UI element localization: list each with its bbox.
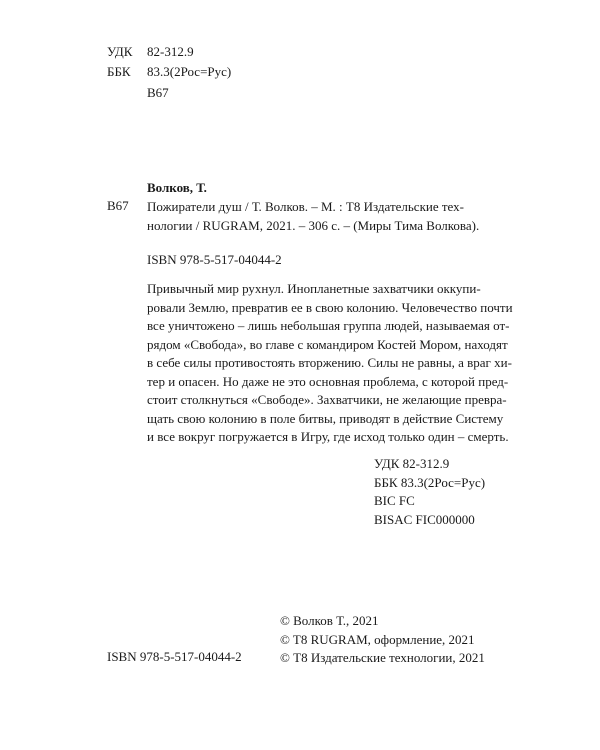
entry-sign: В67 — [107, 198, 129, 213]
annotation-line: рядом «Свобода», во главе с командиром Костей Мором, находят — [147, 336, 508, 352]
entry-description-line: нологии / RUGRAM, 2021. – 306 с. – (Миры Тима Волкова). — [147, 217, 480, 233]
entry-author: Волков, Т. — [147, 180, 207, 195]
copyright-line: © Волков Т., 2021 — [280, 613, 379, 628]
annotation-line: в себе силы противостоять вторжению. Силы не равны, а враг хи- — [147, 355, 512, 370]
annotation-line: и все вокруг погружается в Игру, где исход только один – смерть. — [147, 429, 509, 444]
annotation-line: все уничтожено – лишь небольшая группа людей, называемая от- — [147, 318, 510, 333]
annotation-line: стоит столкнуться «Свободе». Захватчики, не желающие превра- — [147, 392, 507, 407]
classification-codes — [374, 455, 485, 529]
classification-line: BIC FC — [374, 493, 415, 508]
author-sign: В67 — [147, 85, 169, 100]
classification-line: ББК 83.3(2Рос=Рус) — [374, 474, 486, 490]
copyright-block — [280, 612, 485, 668]
copyright-line: © Т8 Издательские технологии, 2021 — [280, 650, 485, 665]
annotation-line: ровали Землю, превратив ее в свою колонию. Человечество почти — [147, 299, 513, 315]
udk-value: 82-312.9 — [147, 44, 194, 59]
bbk-value: 83.3(2Рос=Рус) — [147, 64, 232, 79]
annotation-line: Привычный мир рухнул. Инопланетные захватчики оккупи- — [147, 281, 481, 296]
classification-line: УДК 82-312.9 — [374, 456, 450, 471]
entry-isbn: ISBN 978-5-517-04044-2 — [147, 252, 282, 267]
bbk-row — [107, 63, 307, 80]
annotation — [147, 280, 513, 447]
copyright-line: © T8 RUGRAM, оформление, 2021 — [280, 631, 475, 647]
footer-isbn: ISBN 978-5-517-04044-2 — [107, 649, 242, 664]
udk-row — [107, 43, 307, 60]
entry-description — [147, 198, 507, 235]
udk-label: УДК — [107, 44, 133, 59]
annotation-line: щать свою колонию в поле битвы, приводят в действие Систему — [147, 410, 504, 426]
classification-line: BISAC FIC000000 — [374, 511, 475, 527]
annotation-line: тер и опасен. Но даже не это основная проблема, с которой пред- — [147, 373, 509, 389]
entry-description-line: Пожиратели душ / Т. Волков. – М. : Т8 Издательские тех- — [147, 199, 464, 214]
bbk-label: ББК — [107, 64, 131, 79]
